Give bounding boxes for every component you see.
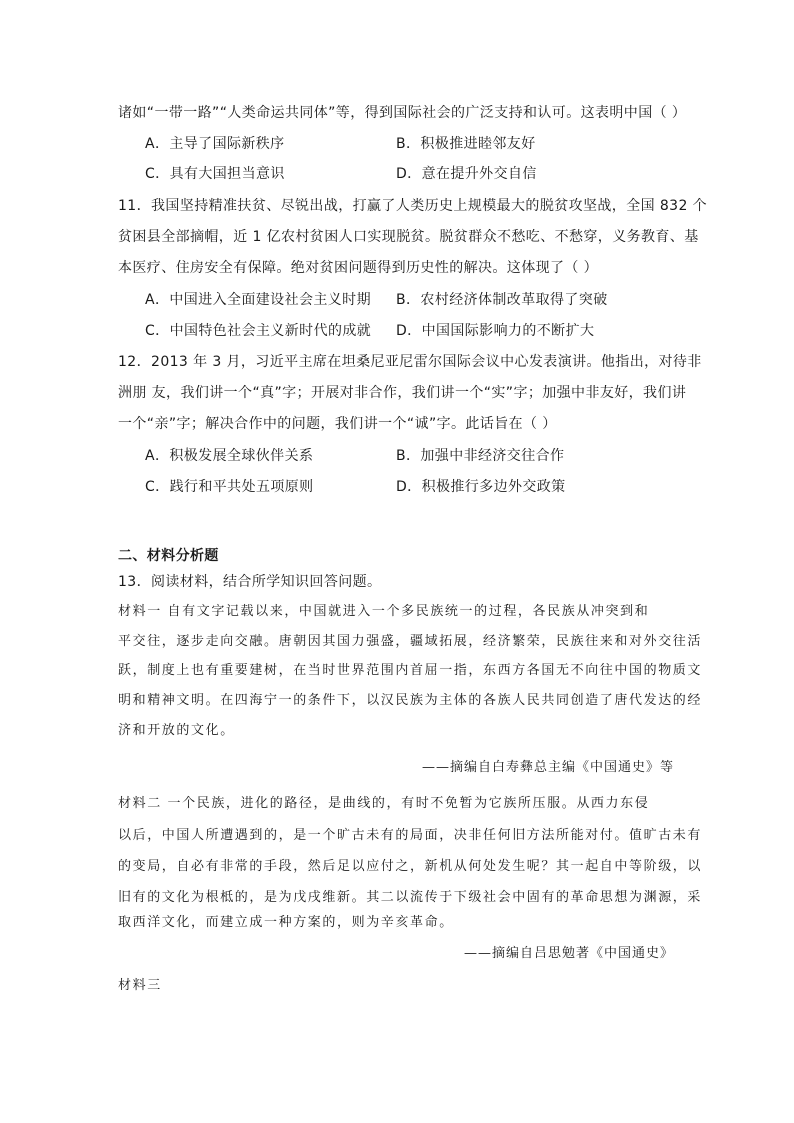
material1-source: ——摘编自白寿彝总主编《中国通史》等 [421, 760, 674, 775]
q12-option-d: D．积极推行多边外交政策 [396, 479, 566, 495]
section-heading: 二、材料分析题 [118, 548, 219, 564]
q10-option-c: C．具有大国担当意识 [145, 166, 285, 182]
material2-line: 取西洋文化，而建立成一种方案的，则为辛亥革命。 [118, 915, 454, 930]
material2-line: 以后，中国人所遭遇到的，是一个旷古未有的局面，决非任何旧方法所能对付。值旷古未有 [118, 828, 703, 843]
q12-stem-line-1: 12．2013 年 3 月，习近平主席在坦桑尼亚尼雷尔国际会议中心发表演讲。他指出，对待非 [118, 354, 702, 370]
material3-label: 材料三 [118, 978, 162, 993]
q12-option-a: A．积极发展全球伙伴关系 [145, 448, 314, 464]
q12-stem-line-3: 一个“亲”字；解决合作中的问题，我们讲一个“诚”字。此话旨在（ ） [118, 416, 557, 432]
q12-option-c: C．践行和平共处五项原则 [145, 479, 314, 495]
q11-stem-line-1: 11．我国坚持精准扶贫、尽锐出战，打赢了人类历史上规模最大的脱贫攻坚战，全国 832 个 [118, 198, 708, 214]
q10-option-d: D．意在提升外交自信 [396, 166, 537, 182]
q13-stem: 13．阅读材料，结合所学知识回答问题。 [118, 574, 382, 590]
q12-stem-line-2: 洲朋 友，我们讲一个“真”字；开展对非合作，我们讲一个“实”字；加强中非友好，我们讲 [118, 385, 687, 401]
q11-stem-line-2: 贫困县全部摘帽，近 1 亿农村贫困人口实现脱贫。脱贫群众不愁吃、不愁穿，义务教育、基 [118, 229, 699, 245]
material1-line: 明和精神文明。在四海宁一的条件下，以汉民族为主体的各族人民共同创造了唐代发达的经 [118, 693, 703, 708]
q10-option-b: B．积极推进睦邻友好 [396, 136, 536, 152]
q11-option-b: B．农村经济体制改革取得了突破 [396, 292, 608, 308]
q11-option-c: C．中国特色社会主义新时代的成就 [145, 323, 372, 339]
q12-option-b: B．加强中非经济交往合作 [396, 448, 565, 464]
material2-line: 的变局，自必有非常的手段，然后足以应付之，新机从何处发生呢？其一起自中等阶级，以 [118, 859, 703, 874]
material1-line: 济和开放的文化。 [118, 723, 235, 738]
material2-line: 材料二 一个民族，进化的路径，是曲线的，有时不免暂为它族所压服。从西力东侵 [118, 796, 650, 811]
material1-line: 平交往，逐步走向交融。唐朝因其国力强盛，疆域拓展，经济繁荣，民族往来和对外交往活 [118, 634, 703, 649]
material1-line: 材料一 自有文字记载以来，中国就进入一个多民族统一的过程，各民族从冲突到和 [118, 604, 650, 619]
q11-option-d: D．中国国际影响力的不断扩大 [396, 323, 595, 339]
q10-stem-line-1: 诸如“一带一路”“人类命运共同体”等，得到国际社会的广泛支持和认可。这表明中国（ ） [118, 105, 687, 121]
material2-line: 旧有的文化为根柢的，是为戊戌维新。其二以流传于下级社会中固有的革命思想为渊源，采 [118, 890, 703, 905]
q10-option-a: A．主导了国际新秩序 [145, 136, 285, 152]
material1-line: 跃，制度上也有重要建树，在当时世界范围内首屈一指，东西方各国无不向往中国的物质文 [118, 663, 703, 678]
material2-source: ——摘编自吕思勉著《中国通史》 [463, 946, 674, 961]
q11-stem-line-3: 本医疗、住房安全有保障。绝对贫困问题得到历史性的解决。这体现了（ ） [118, 260, 599, 276]
q11-option-a: A．中国进入全面建设社会主义时期 [145, 292, 371, 308]
